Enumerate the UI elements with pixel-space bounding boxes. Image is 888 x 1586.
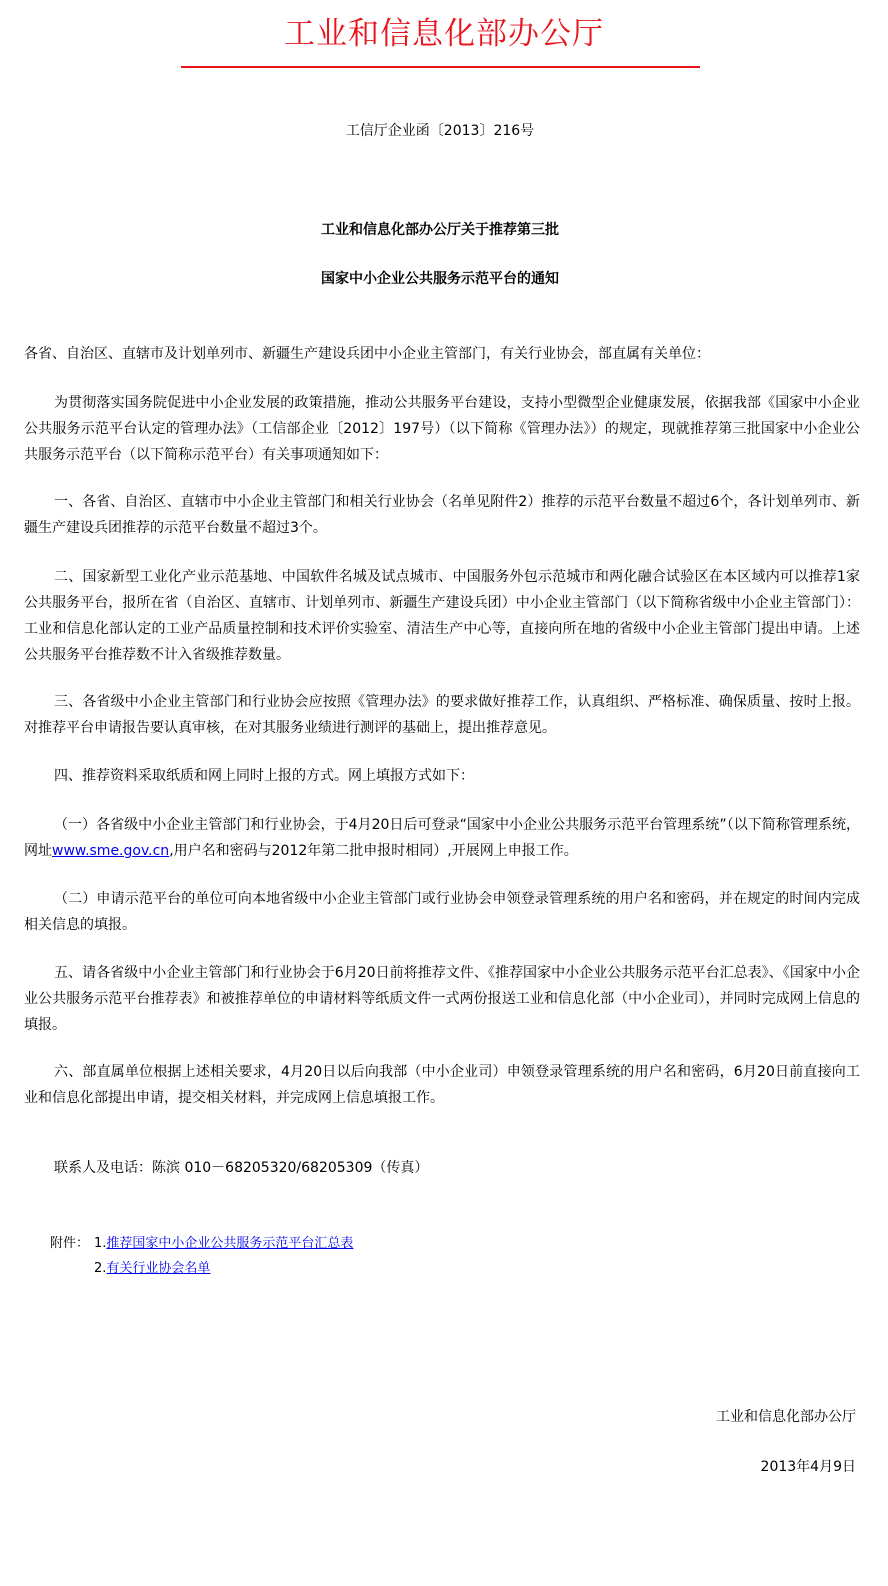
attachment-item-2 [94,1257,210,1281]
sme-website-link[interactable]: www.sme.gov.cn [52,843,170,859]
item-1-paragraph: 一、各省、自治区、直辖市中小企业主管部门和相关行业协会（名单见附件2）推荐的示范平台数量不超过6个，各计划单列市、新疆生产建设兵团推荐的示范平台数量不超过3个。 [24,494,860,536]
item-2-paragraph: 二、国家新型工业化产业示范基地、中国软件名城及试点城市、中国服务外包示范城市和两化融合试验区在本区域内可以推荐1家公共服务平台，报所在省（自治区、直辖市、计划单列市、新疆生产建设兵团）中小企业主管部门（以下简称省级中小企业主管部门）：工业和信息化部认定的工业产品质量控制和技术评价实验室、清洁生产中心等，直接向所在地的省级中小企业主管部门提出申请。上述公共服务平台推荐数不计入省级推荐数量。 [24,569,860,663]
item-4-1-text-before: （一）各省级中小企业主管部门和行业协会，于4月20日后可登录“国家中小企业公共服务示范平台管理系统”（以下简称管理系统，网址 [24,817,860,859]
item-4-1-text-after: ,用户名和密码与2012年第二批申报时相同）,开展网上申报工作。 [169,843,578,859]
item-3-paragraph: 三、各省级中小企业主管部门和行业协会应按照《管理办法》的要求做好推荐工作，认真组织、严格标准、确保质量、按时上报。对推荐平台申请报告要认真审核，在对其服务业绩进行测评的基础上，提出推荐意见。 [24,694,860,736]
header-rule-divider [181,66,700,68]
attachment-1-link[interactable]: 推荐国家中小企业公共服务示范平台汇总表 [106,1236,354,1251]
attachment-2-link[interactable]: 有关行业协会名单 [106,1261,211,1276]
attachment-1-number: 1. [94,1236,107,1251]
attachment-2-number: 2. [94,1261,107,1276]
attachments-label: 附件： [50,1236,90,1251]
item-4-paragraph: 四、推荐资料采取纸质和网上同时上报的方式。网上填报方式如下： [54,768,474,784]
header-title: 工业和信息化部办公厅 [284,16,604,52]
document-number: 工信厅企业函〔2013〕216号 [345,123,535,139]
signature-organization: 工业和信息化部办公厅 [716,1409,856,1425]
document-title-line1: 工业和信息化部办公厅关于推荐第三批 [321,222,559,238]
attachment-item-1 [94,1232,353,1256]
intro-paragraph: 为贯彻落实国务院促进中小企业发展的政策措施，推动公共服务平台建设，支持小型微型企业健康发展，依据我部《国家中小企业公共服务示范平台认定的管理办法》（工信部企业〔2012〕197号）（以下简称《管理办法》）的规定，现就推荐第三批国家中小企业公共服务示范平台（以下简称示范平台）有关事项通知如下： [24,395,860,463]
item-4-2-paragraph: （二）申请示范平台的单位可向本地省级中小企业主管部门或行业协会申领登录管理系统的用户名和密码，并在规定的时间内完成相关信息的填报。 [24,891,860,933]
item-4-1-paragraph [24,812,860,864]
contact-info: 联系人及电话：陈滨 010－68205320/68205309（传真） [54,1160,429,1176]
item-6-paragraph: 六、部直属单位根据上述相关要求，4月20日以后向我部（中小企业司）申领登录管理系统的用户名和密码，6月20日前直接向工业和信息化部提出申请，提交相关材料，并完成网上信息填报工作。 [24,1064,860,1106]
document-title-line2: 国家中小企业公共服务示范平台的通知 [321,271,559,287]
signature-date: 2013年4月9日 [760,1459,856,1475]
item-5-paragraph: 五、请各省级中小企业主管部门和行业协会于6月20日前将推荐文件、《推荐国家中小企业公共服务示范平台汇总表》、《国家中小企业公共服务示范平台推荐表》和被推荐单位的申请材料等纸质文件一式两份报送工业和信息化部（中小企业司），并同时完成网上信息的填报。 [24,965,860,1033]
salutation: 各省、自治区、直辖市及计划单列市、新疆生产建设兵团中小企业主管部门，有关行业协会，部直属有关单位： [24,346,710,362]
